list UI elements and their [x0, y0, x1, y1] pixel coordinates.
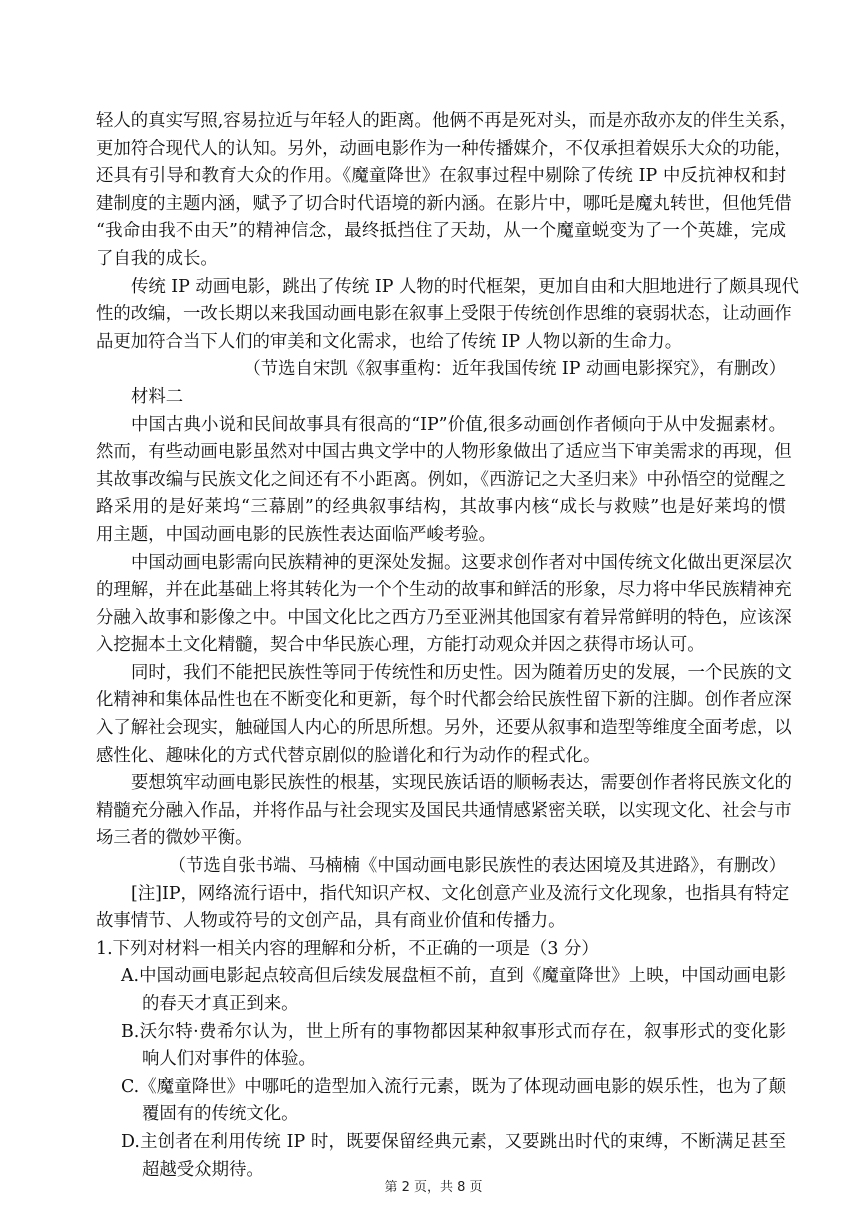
- question-1-option-c: [96, 1074, 786, 1129]
- text-line: 感性化、趣味化的方式代替京剧似的脸谱化和行为动作的程式化。: [96, 745, 601, 766]
- material2-source: （节选自张书端、马楠楠《中国动画电影民族性的表达困境及其进路》，有删改）: [168, 856, 786, 877]
- option-line: D.主创者在利用传统 IP 时，既要保留经典元素，又要跳出时代的束缚，不断满足甚至: [121, 1131, 786, 1152]
- text-line: 中国动画电影需向民族精神的更深处发掘。这要求创作者对中国传统文化做出更深层次: [131, 552, 792, 573]
- material2-note: [96, 881, 790, 936]
- text-line: 还具有引导和教育大众的作用。《魔童降世》在叙事过程中剔除了传统 IP 中反抗神权和封: [96, 166, 786, 187]
- text-line: 入了解社会现实，触碰国人内心的所思所想。另外，还要从叙事和造型等维度全面考虑，以: [96, 718, 792, 739]
- text-line: 了自我的成长。: [96, 248, 218, 269]
- text-line: 传统 IP 动画电影，跳出了传统 IP 人物的时代框架，更加自由和大胆地进行了颇具现代: [131, 276, 799, 297]
- text-line: 场三者的微妙平衡。: [96, 828, 253, 849]
- material2-paragraph-1: [96, 412, 792, 550]
- material1-paragraph-2: [96, 274, 799, 357]
- text-line: 性的改编，一改长期以来我国动画电影在叙事上受限于传统创作思维的衰弱状态，让动画作: [96, 304, 792, 325]
- text-line: 用主题，中国动画电影的民族性表达面临严峻考验。: [96, 524, 496, 545]
- text-line: “我命由我不由天”的精神信念，最终抵挡住了天劫，从一个魔童蜕变为了一个英雄，完成: [96, 221, 786, 242]
- text-line: 故事情节、人物或符号的文创产品，具有商业价值和传播力。: [96, 911, 566, 932]
- material2-paragraph-4: [96, 770, 792, 853]
- text-line: 的理解，并在此基础上将其转化为一个个生动的故事和鲜活的形象，尽力将中华民族精神充: [96, 580, 792, 601]
- text-line: 品更加符合当下人们的审美和文化需求，也给了传统 IP 人物以新的生命力。: [96, 331, 683, 352]
- option-line: 超越受众期待。: [142, 1159, 264, 1180]
- question-1-option-a: [96, 963, 786, 1018]
- page-number-footer: 第 2 页，共 8 页: [384, 1180, 483, 1195]
- text-line: 轻人的真实写照,容易拉近与年轻人的距离。他俩不再是死对头，而是亦敌亦友的伴生关系，: [96, 111, 798, 131]
- text-line: 精髓充分融入作品，并将作品与社会现实及国民共通情感紧密关联，以实现文化、社会与市: [96, 800, 792, 821]
- material2-paragraph-3: [96, 660, 792, 770]
- option-line: C.《魔童降世》中哪吒的造型加入流行元素，既为了体现动画电影的娱乐性，也为了颠: [121, 1076, 786, 1097]
- material1-source: （节选自宋凯《叙事重构：近年我国传统 IP 动画电影探究》，有删改）: [243, 359, 786, 380]
- text-line: 要想筑牢动画电影民族性的根基，实现民族话语的顺畅表达，需要创作者将民族文化的: [131, 773, 792, 794]
- document-page: [96, 108, 799, 1184]
- text-line: 路采用的是好莱坞“三幕剧”的经典叙事结构，其故事内核“成长与救赎”也是好莱坞的惯: [96, 497, 786, 518]
- question-1-title: 1.下列对材料一相关内容的理解和分析，不正确的一项是（3 分）: [96, 938, 599, 959]
- text-line: 建制度的主题内涵，赋予了切合时代语境的新内涵。在影片中，哪吒是魔丸转世，但他凭借: [96, 193, 792, 214]
- material1-paragraph-1: [96, 108, 798, 274]
- option-line: 响人们对事件的体验。: [142, 1049, 316, 1070]
- option-line: 的春天才真正到来。: [142, 994, 299, 1014]
- text-line: 入挖掘本土文化精髓，契合中华民族心理，方能打动观众并因之获得市场认可。: [96, 635, 705, 656]
- material2-heading: 材料二: [131, 386, 184, 407]
- text-line: 同时，我们不能把民族性等同于传统性和历史性。因为随着历史的发展，一个民族的文: [131, 662, 792, 683]
- material2-paragraph-2: [96, 550, 792, 660]
- text-line: 然而，有些动画电影虽然对中国古典文学中的人物形象做出了适应当下审美需求的再现，但: [96, 442, 792, 463]
- question-1-option-b: [96, 1019, 786, 1074]
- text-line: 化精神和集体品性也在不断变化和更新，每个时代都会给民族性留下新的注脚。创作者应深: [96, 690, 792, 711]
- option-line: A.中国动画电影起点较高但后续发展盘桓不前，直到《魔童降世》上映，中国动画电影: [121, 966, 786, 987]
- text-line: 分融入故事和影像之中。中国文化比之西方乃至亚洲其他国家有着异常鲜明的特色，应该深: [96, 607, 792, 628]
- option-line: B.沃尔特·费希尔认为，世上所有的事物都因某种叙事形式而存在，叙事形式的变化影: [121, 1021, 786, 1042]
- text-line: 中国古典小说和民间故事具有很高的“IP”价值,很多动画创作者倾向于从中发掘素材。: [131, 414, 786, 435]
- option-line: 覆固有的传统文化。: [142, 1104, 299, 1125]
- text-line: 更加符合现代人的认知。另外，动画电影作为一种传播媒介，不仅承担着娱乐大众的功能，: [96, 138, 792, 159]
- text-line: [注]IP，网络流行语中，指代知识产权、文化创意产业及流行文化现象，也指具有特定: [131, 883, 790, 904]
- text-line: 其故事改编与民族文化之间还有不小距离。例如，《西游记之大圣归来》中孙悟空的觉醒之: [96, 469, 786, 490]
